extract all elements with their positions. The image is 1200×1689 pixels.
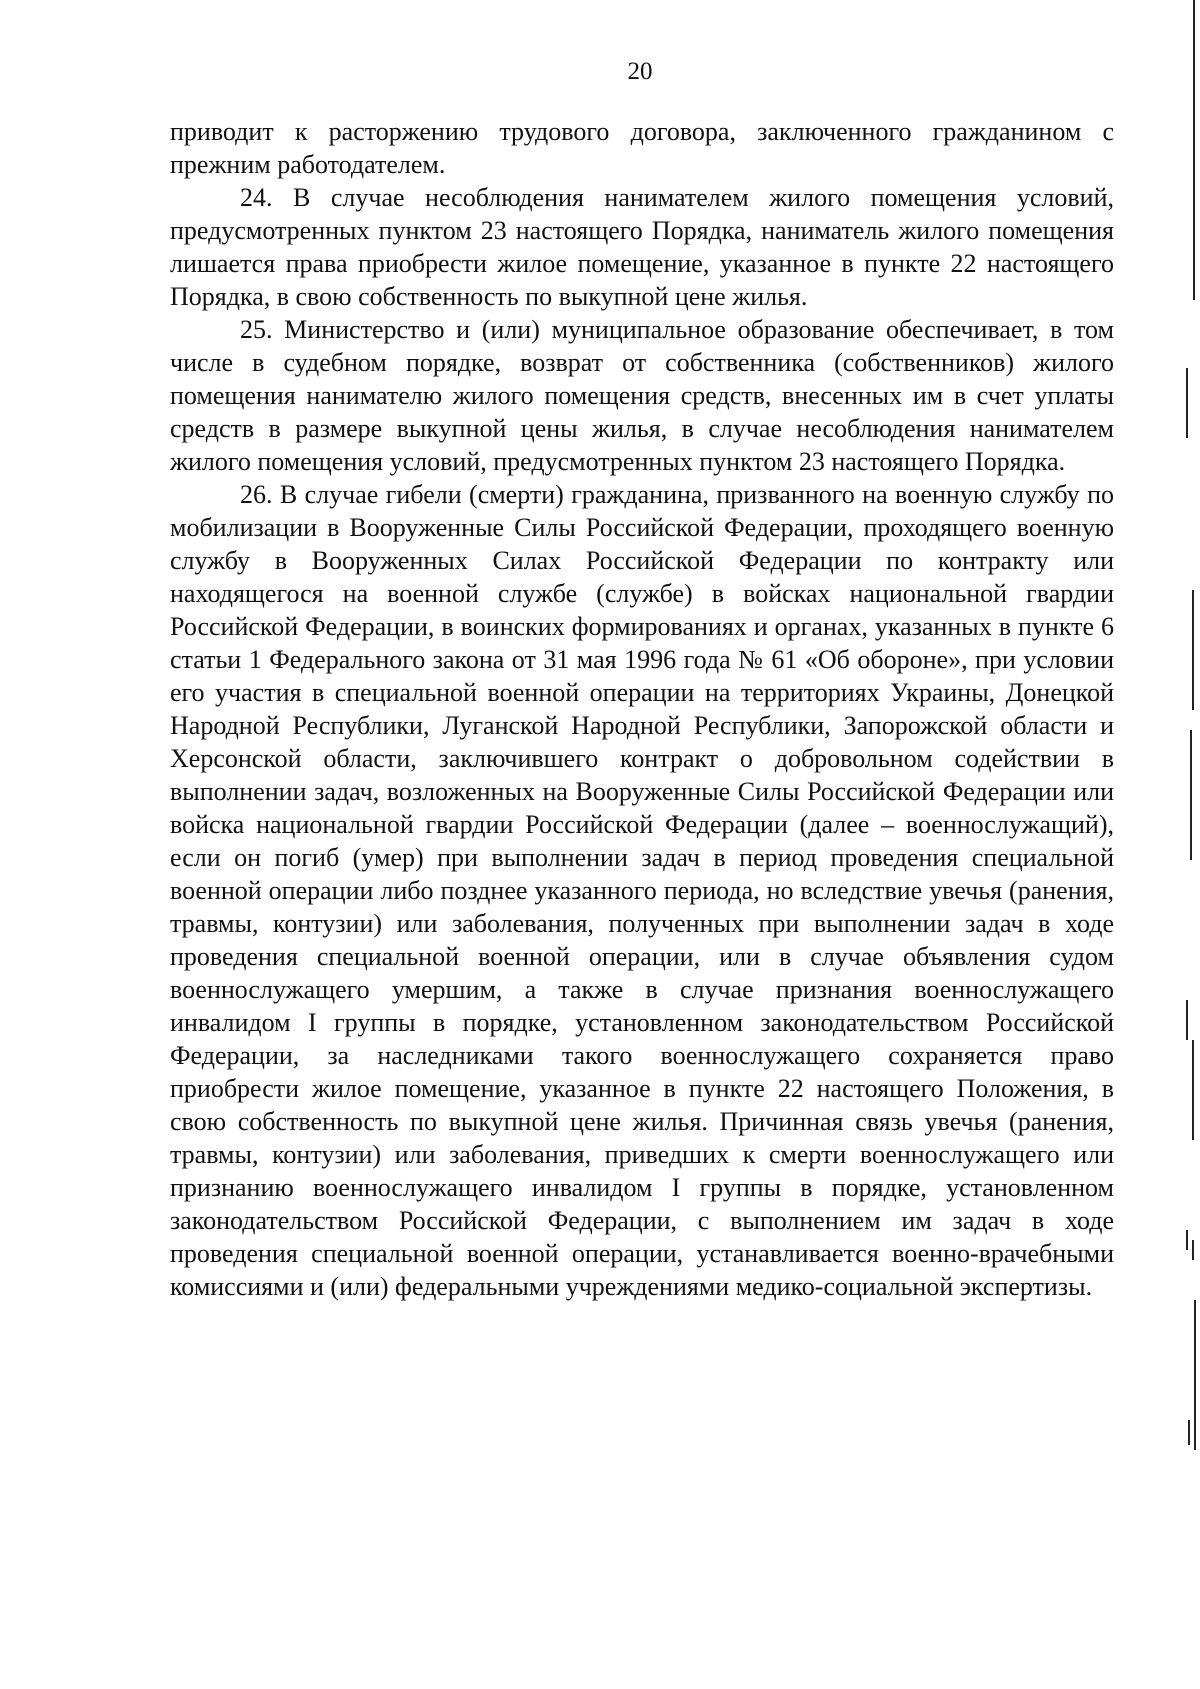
scan-edge-mark: [1193, 0, 1195, 300]
scan-edge-mark: [1192, 1040, 1194, 1140]
scan-edge-mark: [1194, 1300, 1196, 1450]
scan-edge-mark: [1190, 730, 1192, 860]
page-number: 20: [627, 58, 653, 85]
paragraph-26: 26. В случае гибели (смерти) гражданина, призванного на военную службу по мобилизации в Вооруженные Силы Российской Федерации, проходящего военную службу в Вооруженных Силах Российской Федерации по контракту или находящегося на военной службе (службе) в войсках национальной гвардии Российской Федерации, в воинских формированиях и органах, указанных в пункте 6 статьи 1 Федерального закона от 31 мая 1996 года № 61 «Об обороне», при условии его участия в специальной военной операции на территориях Украины, Донецкой Народной Республики, Луганской Народной Республики, Запорожской области и Херсонской области, заключившего контракт о добровольном содействии в выполнении задач, возложенных на Вооруженные Силы Российской Федерации или войска национальной гвардии Российской Федерации (далее – военнослужащий), если он погиб (умер) при выполнении задач в период проведения специальной военной операции либо позднее указанного периода, но вследствие увечья (ранения, травмы, контузии) или заболевания, полученных при выполнении задач в ходе проведения специальной военной операции, или в случае объявления судом военнослужащего умершим, а также в случае признания военнослужащего инвалидом I группы в порядке, установленном законодательством Российской Федерации, за наследниками такого военнослужащего сохраняется право приобрести жилое помещение, указанное в пункте 22 настоящего Положения, в свою собственность по выкупной цене жилья. Причинная связь увечья (ранения, травмы, контузии) или заболевания, приведших к смерти военнослужащего или признанию военнослужащего инвалидом I группы в порядке, установленном законодательством Российской Федерации, с выполнением им задач в ходе проведения специальной военной операции, устанавливается военно-врачебными комиссиями и (или) федеральными учреждениями медико-социальной экспертизы.: [170, 480, 1114, 1301]
scan-edge-mark: [1192, 590, 1194, 710]
scan-edge-mark: [1192, 1240, 1194, 1260]
scan-edge-mark: [1186, 1000, 1188, 1040]
scan-edge-mark: [1188, 1420, 1190, 1445]
paragraph-continuation: приводит к расторжению трудового договора, заключенного гражданином с прежним работодателем.: [170, 117, 1114, 179]
document-body: [170, 115, 1114, 1303]
scan-edge-mark: [1186, 1230, 1188, 1250]
scan-edge-mark: [1186, 368, 1188, 438]
paragraph-25: 25. Министерство и (или) муниципальное образование обеспечивает, в том числе в судебном порядке, возврат от собственника (собственников) жилого помещения нанимателю жилого помещения средств, внесенных им в счет уплаты средств в размере выкупной цены жилья, в случае несоблюдения нанимателем жилого помещения условий, предусмотренных пунктом 23 настоящего Порядка.: [170, 315, 1114, 476]
paragraph-24: 24. В случае несоблюдения нанимателем жилого помещения условий, предусмотренных пунктом 23 настоящего Порядка, наниматель жилого помещения лишается права приобрести жилое помещение, указанное в пункте 22 настоящего Порядка, в свою собственность по выкупной цене жилья.: [170, 183, 1114, 311]
